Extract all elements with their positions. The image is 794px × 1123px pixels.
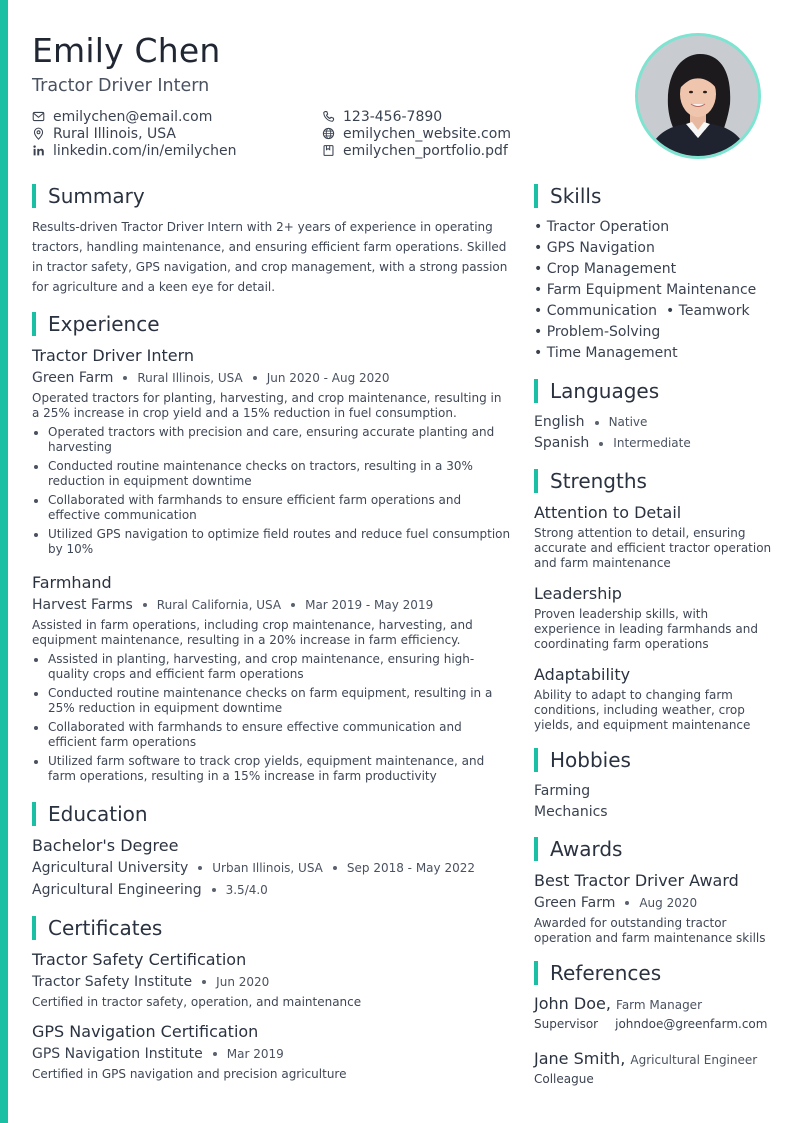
list-item: Conducted routine maintenance checks on tractors, resulting in a 30% reduction in equipment downtime	[32, 459, 512, 489]
job-title: Farmhand	[32, 573, 112, 592]
certificate-entry	[32, 949, 512, 1021]
reference-relation: Colleague	[534, 1072, 594, 1086]
contact-phone-text: 123-456-7890	[343, 108, 443, 125]
job-bullets	[32, 652, 512, 784]
certificate-date: Jun 2020	[216, 975, 270, 989]
list-item: Collaborated with farmhands to ensure effective communication and efficient farm operations	[32, 720, 512, 750]
job-bullets	[32, 425, 512, 557]
right-column	[534, 183, 774, 1090]
language-name: Spanish	[534, 435, 590, 451]
job-dates: Mar 2019 - May 2019	[305, 598, 434, 612]
reference-role: Farm Manager	[616, 998, 702, 1012]
left-column	[32, 183, 512, 1082]
strength-description: Strong attention to detail, ensuring accurate and efficient tractor operation and farm maintenance	[534, 526, 772, 570]
contact-website[interactable]	[322, 125, 511, 142]
reference-role: Agricultural Engineer	[630, 1053, 758, 1067]
school: Agricultural University	[32, 860, 189, 876]
skill-item: • Crop Management	[534, 261, 677, 277]
job-location: Rural California, USA	[156, 598, 282, 612]
reference-name: Jane Smith,	[534, 1049, 626, 1068]
contact-website-text: emilychen_website.com	[343, 125, 511, 142]
awards-heading: Awards	[550, 837, 623, 861]
certificate-meta	[32, 1043, 512, 1065]
certificate-title: GPS Navigation Certification	[32, 1022, 259, 1041]
strength-title: Leadership	[534, 584, 622, 603]
education-field-row	[32, 879, 512, 901]
candidate-title: Tractor Driver Intern	[32, 76, 210, 96]
certificate-issuer: GPS Navigation Institute	[32, 1046, 203, 1062]
education-dates: Sep 2018 - May 2022	[346, 861, 475, 875]
certificates-heading: Certificates	[48, 916, 163, 940]
hobby-item: Mechanics	[534, 804, 608, 820]
strengths-heading: Strengths	[550, 469, 647, 493]
skill-item: • Time Management	[534, 345, 678, 361]
skill-item: • Farm Equipment Maintenance	[534, 282, 757, 298]
list-item: Conducted routine maintenance checks on farm equipment, resulting in a 25% reduction in equipment downtime	[32, 686, 512, 716]
section-heading	[32, 311, 512, 337]
reference-relation: Supervisor	[534, 1017, 599, 1031]
section-heading	[534, 468, 774, 494]
contact-email-text: emilychen@email.com	[53, 108, 213, 125]
job-title: Tractor Driver Intern	[32, 346, 195, 365]
certificate-description: Certified in GPS navigation and precision agriculture	[32, 1067, 347, 1081]
job-location: Rural Illinois, USA	[137, 371, 243, 385]
strength-title: Attention to Detail	[534, 503, 682, 522]
section-heading	[534, 378, 774, 404]
list-item: Utilized GPS navigation to optimize field routes and reduce fuel consumption by 10%	[32, 527, 512, 557]
reference-header	[534, 1049, 774, 1068]
strengths-section	[534, 468, 774, 747]
language-item	[534, 412, 774, 433]
contact-linkedin-text: linkedin.com/in/emilychen	[53, 142, 237, 159]
contact-portfolio-text: emilychen_portfolio.pdf	[343, 142, 508, 159]
skill-item: • Problem-Solving	[534, 324, 661, 340]
education-heading: Education	[48, 802, 148, 826]
section-heading	[534, 747, 774, 773]
experience-section	[32, 311, 512, 801]
resume-header	[32, 30, 592, 98]
strength-entry	[534, 664, 774, 733]
contact-linkedin[interactable]	[32, 142, 236, 159]
contact-location-text: Rural Illinois, USA	[53, 125, 176, 142]
skill-row	[534, 301, 774, 322]
accent-bar	[0, 0, 8, 1123]
contact-location	[32, 125, 176, 142]
reference-details	[534, 1013, 774, 1035]
certificates-section	[32, 915, 512, 1082]
experience-heading: Experience	[48, 312, 160, 336]
certificate-meta	[32, 971, 512, 993]
skills-section	[534, 183, 774, 378]
reference-details	[534, 1068, 774, 1090]
certificate-description: Certified in tractor safety, operation, and maintenance	[32, 995, 362, 1009]
phone-icon	[322, 110, 335, 123]
section-heading	[534, 183, 774, 209]
section-heading	[32, 183, 512, 209]
field-of-study: Agricultural Engineering	[32, 882, 202, 898]
summary-heading: Summary	[48, 184, 145, 208]
skill-item: • Teamwork	[665, 303, 750, 319]
award-meta	[534, 892, 774, 914]
job-entry	[32, 572, 512, 784]
section-heading	[32, 915, 512, 941]
list-item: Collaborated with farmhands to ensure efficient farm operations and effective communication	[32, 493, 512, 523]
summary-text: Results-driven Tractor Driver Intern with 2+ years of experience in operating tractors, handling maintenance, and ensuring efficient farm operations. Skilled in tractor safety, GPS navigation, and crop management, with a strong passion for agriculture and a keen eye for detail.	[32, 220, 508, 294]
section-heading	[32, 801, 512, 827]
strength-description: Proven leadership skills, with experience in leading farmhands and coordinating farm operations	[534, 607, 758, 651]
job-meta	[32, 367, 512, 389]
certificate-issuer: Tractor Safety Institute	[32, 974, 193, 990]
section-heading	[534, 836, 774, 862]
strength-entry	[534, 502, 774, 583]
references-section	[534, 960, 774, 1090]
job-entry	[32, 345, 512, 572]
skill-item: • GPS Navigation	[534, 240, 655, 256]
skills-heading: Skills	[550, 184, 602, 208]
job-dates: Jun 2020 - Aug 2020	[266, 371, 390, 385]
reference-entry	[534, 1049, 774, 1090]
languages-heading: Languages	[550, 379, 660, 403]
reference-entry	[534, 994, 774, 1049]
list-item: Utilized farm software to track crop yields, equipment maintenance, and farm operations, resulting in a 15% increase in farm productivity	[32, 754, 512, 784]
school-location: Urban Illinois, USA	[212, 861, 323, 875]
skill-item: • Communication	[534, 303, 658, 319]
job-meta	[32, 594, 512, 616]
awards-section	[534, 836, 774, 960]
certificate-entry	[32, 1021, 512, 1082]
skill-item: • Tractor Operation	[534, 219, 670, 235]
envelope-icon	[32, 110, 45, 123]
degree: Bachelor's Degree	[32, 836, 179, 855]
section-heading	[534, 960, 774, 986]
globe-icon	[322, 127, 335, 140]
language-level: Intermediate	[613, 436, 691, 450]
strength-description: Ability to adapt to changing farm conditions, including weather, crop yields, and equipment maintenance	[534, 688, 751, 732]
language-item	[534, 433, 774, 454]
award-title: Best Tractor Driver Award	[534, 871, 739, 890]
job-company: Green Farm	[32, 370, 114, 386]
strength-entry	[534, 583, 774, 664]
contact-email[interactable]	[32, 108, 212, 125]
reference-name: John Doe,	[534, 994, 611, 1013]
education-meta	[32, 857, 512, 879]
education-section	[32, 801, 512, 915]
profile-photo	[635, 33, 761, 159]
contact-info	[32, 108, 552, 162]
location-pin-icon	[32, 127, 45, 140]
reference-email[interactable]: johndoe@greenfarm.com	[615, 1017, 768, 1031]
contact-phone[interactable]	[322, 108, 442, 125]
list-item: Assisted in planting, harvesting, and crop maintenance, ensuring high-quality crops and efficient farm operations	[32, 652, 512, 682]
contact-portfolio[interactable]	[322, 142, 508, 159]
hobby-item: Farming	[534, 783, 591, 799]
award-issuer: Green Farm	[534, 895, 616, 911]
hobbies-heading: Hobbies	[550, 748, 631, 772]
certificate-title: Tractor Safety Certification	[32, 950, 247, 969]
hobbies-section	[534, 747, 774, 836]
job-description: Assisted in farm operations, including crop maintenance, harvesting, and equipment maintenance, resulting in a 20% increase in farm efficiency.	[32, 618, 473, 647]
references-heading: References	[550, 961, 662, 985]
job-company: Harvest Farms	[32, 597, 133, 613]
reference-header	[534, 994, 774, 1013]
job-description: Operated tractors for planting, harvesting, and crop maintenance, resulting in a 25% increase in crop yield and a 15% reduction in fuel consumption.	[32, 391, 502, 420]
candidate-name: Emily Chen	[32, 31, 221, 70]
languages-section	[534, 378, 774, 468]
award-date: Aug 2020	[639, 896, 698, 910]
language-level: Native	[608, 415, 648, 429]
gpa: 3.5/4.0	[225, 883, 268, 897]
certificate-date: Mar 2019	[226, 1047, 284, 1061]
language-name: English	[534, 414, 585, 430]
summary-section	[32, 183, 512, 311]
linkedin-icon	[32, 144, 45, 157]
strength-title: Adaptability	[534, 665, 631, 684]
document-icon	[322, 144, 335, 157]
list-item: Operated tractors with precision and care, ensuring accurate planting and harvesting	[32, 425, 512, 455]
award-description: Awarded for outstanding tractor operation and farm maintenance skills	[534, 916, 766, 945]
